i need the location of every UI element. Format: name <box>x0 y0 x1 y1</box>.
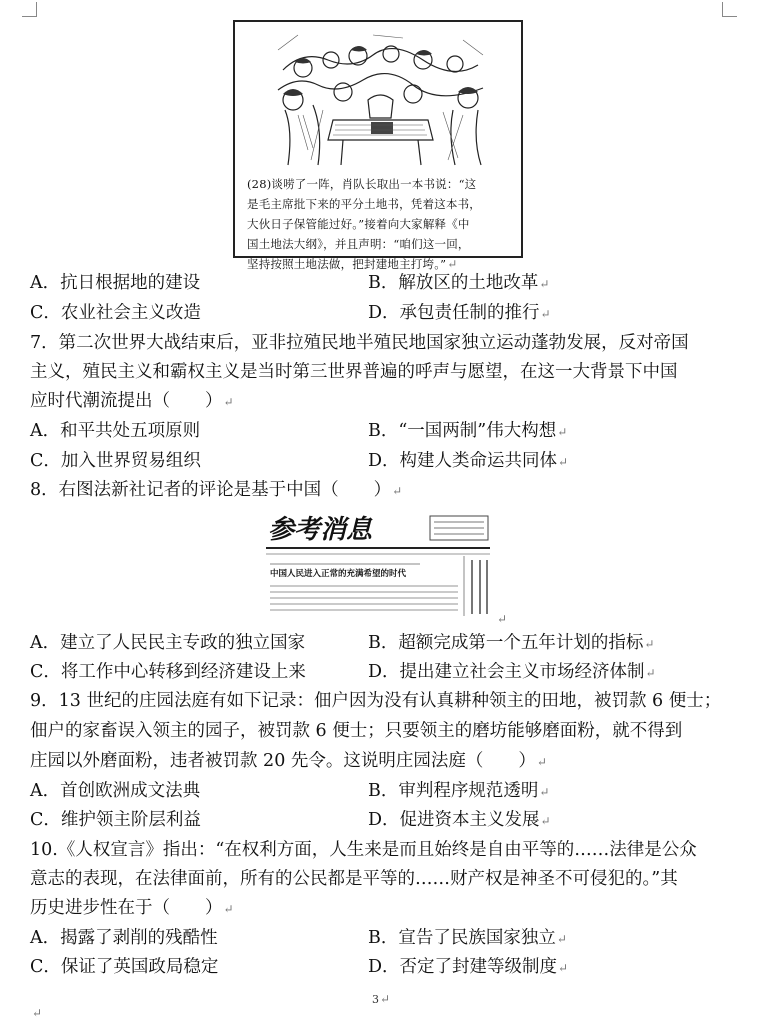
question-7-options-row-2 <box>30 450 730 472</box>
newspaper-masthead: 参考消息 <box>268 515 373 545</box>
question-8-stem: 8．右图法新社记者的评论是基于中国（ ）↵ <box>30 480 403 500</box>
option-a[interactable]: A．抗日根据地的建设 <box>30 273 201 293</box>
illustration-caption <box>247 174 517 274</box>
question-7-stem: 主义，殖民主义和霸权主义是当时第三世界普遍的呼声与愿望，在这一大背景下中国 <box>30 362 678 382</box>
option-d[interactable]: D．促进资本主义发展↵ <box>368 810 551 830</box>
page-number: 3↵ <box>372 992 391 1006</box>
question-6-options-row-2 <box>30 302 730 324</box>
question-10-options-row-1 <box>30 927 730 949</box>
caption-line: 国土地法大纲》，并且声明：“咱们这一回， <box>247 237 470 251</box>
question-7-options-row-1 <box>30 420 730 442</box>
crop-mark-top-left <box>22 2 37 17</box>
option-a[interactable]: A．建立了人民民主专政的独立国家 <box>30 633 306 653</box>
question-8-options-row-1 <box>30 632 730 654</box>
newspaper-headline: 中国人民进入正常的充满希望的时代 <box>270 569 407 579</box>
question-10-stem: 10.《人权宣言》指出：“在权利方面，人生来是而且始终是自由平等的……法律是公众 <box>30 840 697 860</box>
question-10-stem: 意志的表现，在法律面前，所有的公民都是平等的……财产权是神圣不可侵犯的。”其 <box>30 869 678 889</box>
question-8-options-row-2 <box>30 661 730 683</box>
option-d[interactable]: D．否定了封建等级制度↵ <box>368 957 569 977</box>
option-b[interactable]: B．审判程序规范透明↵ <box>368 781 550 801</box>
option-d[interactable]: D．提出建立社会主义市场经济体制↵ <box>368 662 656 682</box>
crop-mark-top-right <box>722 2 737 17</box>
question-7-stem: 7．第二次世界大战结束后，亚非拉殖民地半殖民地国家独立运动蓬勃发展，反对帝国 <box>30 333 689 353</box>
question-9-options-row-2 <box>30 809 730 831</box>
paragraph-mark: ↵ <box>497 612 508 626</box>
paragraph-mark: ↵ <box>447 257 458 271</box>
question-9-stem: 庄园以外磨面粉，违者被罚款 20 先令。这说明庄园法庭（ ）↵ <box>30 751 547 771</box>
caption-line: 是毛主席批下来的平分土地书，凭着这本书， <box>247 197 481 211</box>
option-b[interactable]: B．“一国两制”伟大构想↵ <box>368 421 568 441</box>
option-a[interactable]: A．首创欧洲成文法典 <box>30 781 201 801</box>
question-9-stem: 9．13 世纪的庄园法庭有如下记录：佃户因为没有认真耕种领主的田地，被罚款 6 便士； <box>30 691 722 711</box>
illustration-figure <box>233 20 523 271</box>
crowd-illustration <box>273 30 487 170</box>
option-c[interactable]: C．维护领主阶层利益 <box>30 810 201 830</box>
caption-line: 坚持按照土地法做，把封建地主打垮。”↵ <box>247 257 458 271</box>
option-c[interactable]: C．农业社会主义改造 <box>30 303 201 323</box>
option-b[interactable]: B．超额完成第一个五年计划的指标↵ <box>368 633 655 653</box>
option-c[interactable]: C．将工作中心转移到经济建设上来 <box>30 662 306 682</box>
question-10-stem: 历史进步性在于（ ）↵ <box>30 898 234 918</box>
option-a[interactable]: A．和平共处五项原则 <box>30 421 201 441</box>
option-c[interactable]: C．保证了英国政局稳定 <box>30 957 219 977</box>
question-9-options-row-1 <box>30 780 730 802</box>
option-b[interactable]: B．解放区的土地改革↵ <box>368 273 550 293</box>
question-7-stem: 应时代潮流提出（ ）↵ <box>30 391 234 411</box>
caption-line: (28)谈唠了一阵，肖队长取出一本书说：“这 <box>247 177 477 191</box>
paragraph-mark: ↵ <box>32 1006 43 1020</box>
option-c[interactable]: C．加入世界贸易组织 <box>30 451 201 471</box>
question-9-stem: 佃户的家畜误入领主的园子，被罚款 6 便士；只要领主的磨坊能够磨面粉，就不得到 <box>30 721 683 741</box>
option-b[interactable]: B．宣告了民族国家独立↵ <box>368 928 567 948</box>
question-6-options-row-1 <box>30 272 730 294</box>
caption-line: 大伙日子保管能过好。”接着向大家解释《中 <box>247 217 470 231</box>
question-10-options-row-2 <box>30 956 730 978</box>
newspaper-figure <box>262 508 494 618</box>
option-d[interactable]: D．承包责任制的推行↵ <box>368 303 551 323</box>
option-d[interactable]: D．构建人类命运共同体↵ <box>368 451 569 471</box>
option-a[interactable]: A．揭露了剥削的残酷性 <box>30 928 218 948</box>
